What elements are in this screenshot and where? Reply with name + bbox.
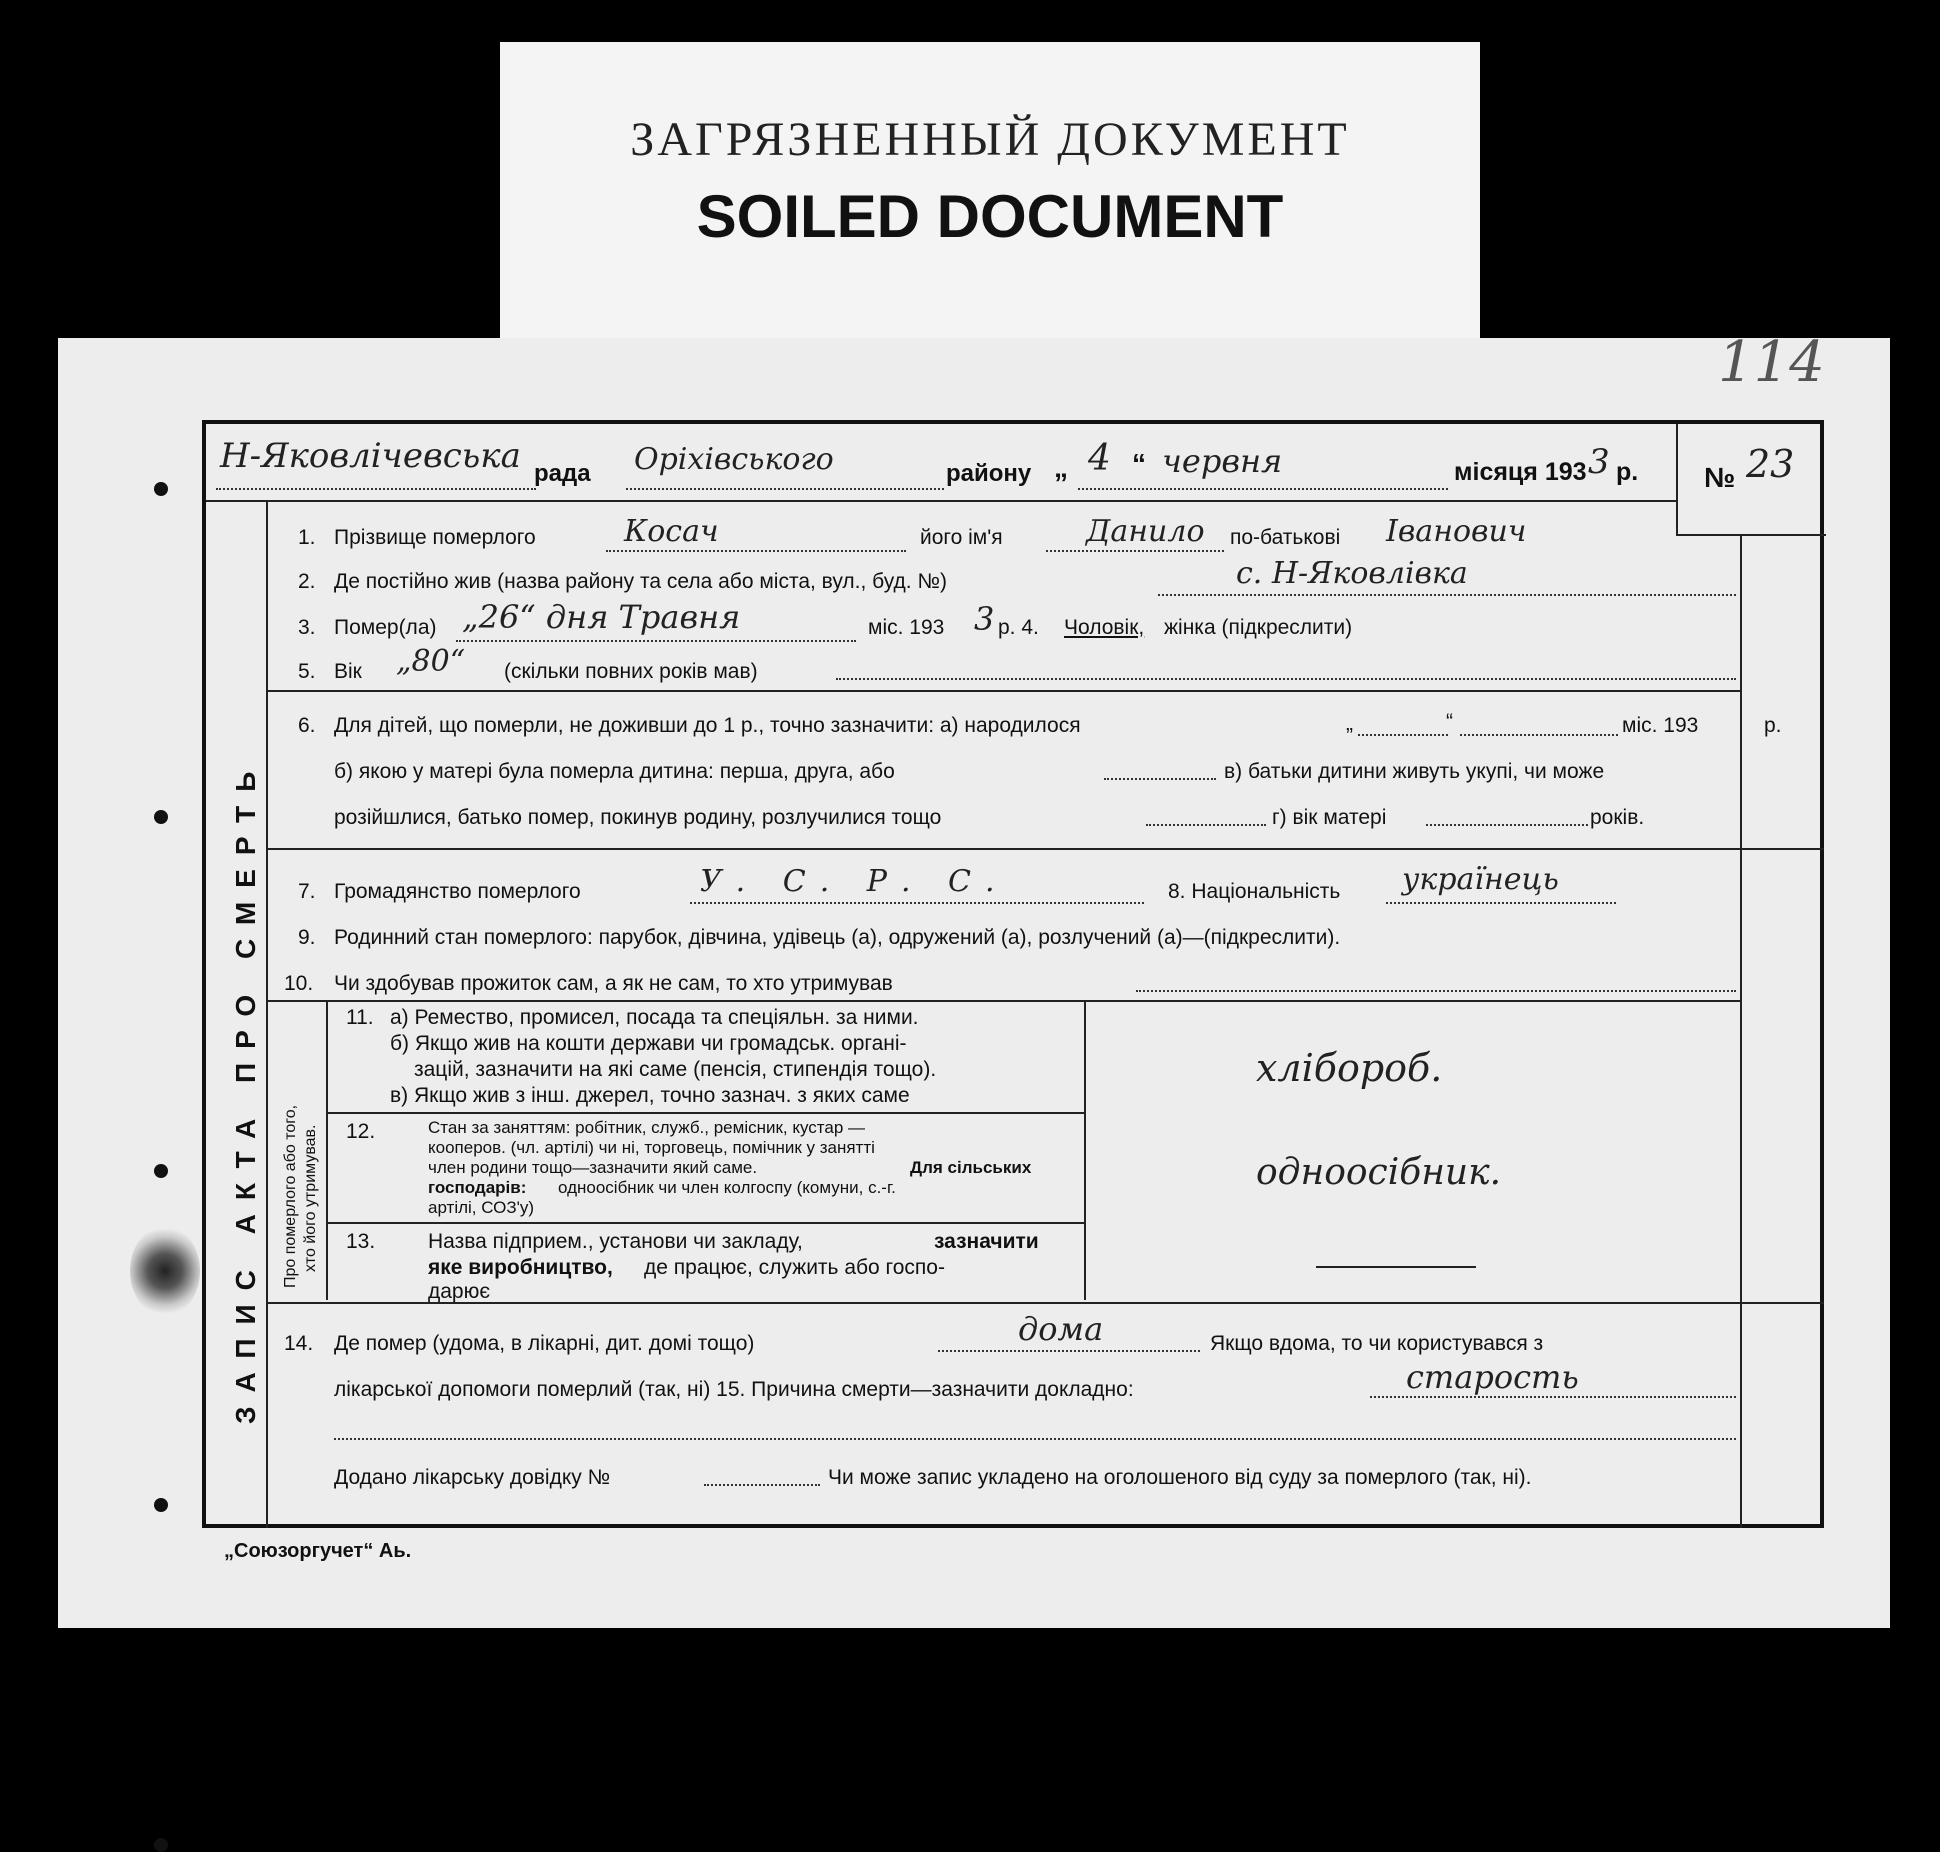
r6-order-line <box>1104 778 1216 780</box>
r6-line2b: в) батьки дитини живуть укупі, чи може <box>1224 760 1605 783</box>
r2-num: 2. <box>298 570 316 593</box>
r12-l4a: господарів: <box>428 1178 527 1197</box>
r10-label: Чи здобував прожиток сам, а як не сам, то хто утримував <box>334 972 893 995</box>
r9-label: Родинний стан померлого: парубок, дівчина, удівець (а), одружений (а), розлучений (а)—(підкреслити). <box>334 926 1341 949</box>
section-rule-1 <box>266 690 1740 692</box>
r5-num: 5. <box>298 660 316 683</box>
r3-year-hw: 3 <box>974 600 995 638</box>
r16-line <box>704 1484 820 1486</box>
r6-line3b: г) вік матері <box>1272 806 1387 829</box>
date-line <box>1078 488 1448 490</box>
r6-quote-close: “ <box>1446 710 1453 733</box>
council-line <box>216 488 536 490</box>
r6-family-line <box>1146 824 1266 826</box>
r7-label: Громадянство померлого <box>334 880 581 903</box>
r6-day-line <box>1358 734 1448 736</box>
r5-hint: (скільки повних років мав) <box>504 660 758 683</box>
r3-month-label: міс. 193 <box>868 616 945 639</box>
r13-num: 13. <box>346 1230 376 1253</box>
r11-b2: зацій, зазначити на які саме (пенсія, стипендія тощо). <box>414 1058 937 1081</box>
r12-l1: Стан за заняттям: робітник, служб., ремісник, кустар — <box>428 1118 866 1137</box>
r5-label: Вік <box>334 660 362 683</box>
number-box-divider <box>1676 424 1678 536</box>
r11-c: в) Якщо жив з інш. джерел, точно зазнач. з яких саме <box>390 1084 910 1107</box>
r7-line <box>690 902 1144 904</box>
right-inner-border <box>1740 536 1742 1528</box>
r3-date-hw: „26“ дня Травня <box>462 598 741 636</box>
r6-quote-open: „ <box>1346 712 1353 735</box>
r6-month-label: міс. 193 <box>1622 714 1699 737</box>
r1-surname-hw: Косач <box>624 514 719 549</box>
council-name-hw: Н-Яковлічевська <box>220 436 521 476</box>
r6-label: Для дітей, що померли, не доживши до 1 р., точно зазначити: а) народилося <box>334 714 1081 737</box>
r3-year-label: р. 4. <box>998 616 1039 639</box>
answer-column-divider <box>1084 1000 1086 1300</box>
section-rule-2 <box>266 848 1824 850</box>
side-note-line-2: хто його утримував. <box>302 1124 319 1272</box>
r1-patronymic-label: по-батькові <box>1230 526 1341 549</box>
r11-occupation-hw: хлібороб. <box>1256 1046 1443 1090</box>
side-note-line-1: Про померлого або того, <box>282 1104 299 1288</box>
r6-mother-age-line <box>1426 824 1588 826</box>
label-russian: ЗАГРЯЗНЕННЫЙ ДОКУМЕНТ <box>630 113 1350 166</box>
r15-cause-hw: старость <box>1406 1358 1579 1396</box>
r8-line <box>1386 902 1616 904</box>
r5-age-hw: „80“ <box>396 644 466 679</box>
r11-num: 11. <box>346 1006 374 1029</box>
r14-num: 14. <box>284 1332 314 1355</box>
year-suffix: р. <box>1616 458 1639 486</box>
r1-name-line <box>1046 550 1224 552</box>
r12-l5: артілі, СОЗ'у) <box>428 1198 535 1217</box>
r6-line2a: б) якою у матері була померла дитина: перша, друга, або <box>334 760 895 783</box>
r1-name-label: його ім'я <box>920 526 1003 549</box>
page-number: 114 <box>1718 330 1825 395</box>
binder-hole <box>154 1164 168 1178</box>
r2-address-hw: с. Н-Яковлівка <box>1236 556 1468 591</box>
r13-answer-dash <box>1316 1266 1476 1268</box>
district-line <box>626 488 944 490</box>
death-record-form <box>202 420 1824 1528</box>
label-english: SOILED DOCUMENT <box>696 183 1284 250</box>
r3-label: Помер(ла) <box>334 616 437 639</box>
r11-b: б) Якщо жив на кошти держави чи громадськ. органі- <box>390 1032 907 1055</box>
r14-line2: лікарської допомоги померлий (так, ні) 15. Причина смерти—зазначити докладно: <box>334 1378 1134 1401</box>
r2-label: Де постійно жив (назва району та села або міста, вул., буд. №) <box>334 570 947 593</box>
r16-label-a: Додано лікарську довідку № <box>334 1466 611 1489</box>
quote-open: „ <box>1054 452 1068 483</box>
left-column-divider <box>266 500 268 1528</box>
binder-hole <box>154 810 168 824</box>
r5-line <box>836 678 1736 680</box>
r9-num: 9. <box>298 926 316 949</box>
section-rule-4 <box>266 1302 1824 1304</box>
vertical-title: ЗАПИС АКТА ПРО СМЕРТЬ <box>230 757 261 1424</box>
r1-surname-label: Прізвище померлого <box>334 526 536 549</box>
binder-hole <box>154 1498 168 1512</box>
r2-address-line <box>1158 594 1736 596</box>
r12-l2: кооперов. (чл. артілі) чи ні, торговець, помічник у занятті <box>428 1138 875 1157</box>
district-hw: Оріхівського <box>634 442 834 477</box>
r8-label: 8. Національність <box>1168 880 1341 903</box>
r8-nationality-hw: українець <box>1402 862 1559 897</box>
section-rule-3 <box>266 1000 1740 1002</box>
printer-imprint: „Союзоргучет“ Аь. <box>224 1540 412 1562</box>
binder-hole <box>154 1838 168 1852</box>
r6-line3a: розійшлися, батько помер, покинув родину, розлучилися тощо <box>334 806 942 829</box>
r13-l3: дарює <box>428 1280 491 1303</box>
r13-l2a: яке виробництво, <box>428 1256 613 1279</box>
r14-label-b: Якщо вдома, то чи користувався з <box>1210 1332 1544 1355</box>
r1-patronymic-hw: Іванович <box>1386 514 1527 549</box>
side-note-divider <box>326 1000 328 1300</box>
r12-l4b: одноосібник чи член колгоспу (комуни, с.-г. <box>558 1178 896 1197</box>
r10-num: 10. <box>284 972 314 995</box>
r14-place-hw: дома <box>1018 1310 1104 1348</box>
r11-a: а) Ремество, промисел, посада та спеціяльн. за ними. <box>390 1006 919 1029</box>
r6-year-label: р. <box>1764 714 1782 737</box>
r13-l1b: зазначити <box>934 1230 1039 1253</box>
r12-l3b: Для сільських <box>910 1158 1032 1177</box>
r15-line <box>1370 1396 1736 1398</box>
r6-num: 6. <box>298 714 316 737</box>
header-rule <box>206 500 1676 502</box>
r3-date-line <box>456 640 856 642</box>
ink-stain <box>130 1226 200 1316</box>
r6-line3c: років. <box>1590 806 1645 829</box>
number-box-bottom <box>1676 534 1826 536</box>
r12-l3a: член родини тощо—зазначити який саме. <box>428 1158 758 1177</box>
r16-label-b: Чи може запис укладено на оголошеного від суду за померлого (так, ні). <box>828 1466 1532 1489</box>
r4-male-option: Чоловік, <box>1064 616 1145 639</box>
r1-name-hw: Данило <box>1086 514 1205 549</box>
r12-num: 12. <box>346 1120 376 1143</box>
r11-rule <box>326 1112 1084 1114</box>
day-hw: 4 <box>1088 438 1111 479</box>
r6-month-line <box>1460 734 1618 736</box>
council-label: рада <box>534 460 591 487</box>
r13-l1a: Назва підприем., установи чи закладу, <box>428 1230 803 1253</box>
binder-hole <box>154 482 168 496</box>
r3-num: 3. <box>298 616 316 639</box>
quote-close: “ <box>1132 448 1146 479</box>
soiled-document-label <box>500 42 1480 342</box>
r15-extra-line <box>334 1438 1736 1440</box>
r13-l2b: де працює, служить або госпо- <box>644 1256 945 1279</box>
district-label: району <box>946 460 1032 487</box>
r1-surname-line <box>606 550 906 552</box>
r1-num: 1. <box>298 526 316 549</box>
month-label: місяця 193 <box>1454 458 1587 486</box>
r12-rule <box>326 1222 1084 1224</box>
record-number-hw: 23 <box>1746 442 1795 486</box>
r12-status-hw: одноосібник. <box>1256 1152 1502 1193</box>
r14-label: Де помер (удома, в лікарні, дит. домі тощо) <box>334 1332 755 1355</box>
record-number-label: № <box>1704 462 1736 493</box>
year-digit-hw: 3 <box>1588 442 1610 482</box>
r10-line <box>1136 990 1736 992</box>
r7-num: 7. <box>298 880 316 903</box>
r7-citizenship-hw: У. С. Р. С. <box>700 864 1009 899</box>
r14-line <box>938 1350 1200 1352</box>
r4-female-option: жінка (підкреслити) <box>1164 616 1353 639</box>
month-hw: червня <box>1162 442 1283 480</box>
